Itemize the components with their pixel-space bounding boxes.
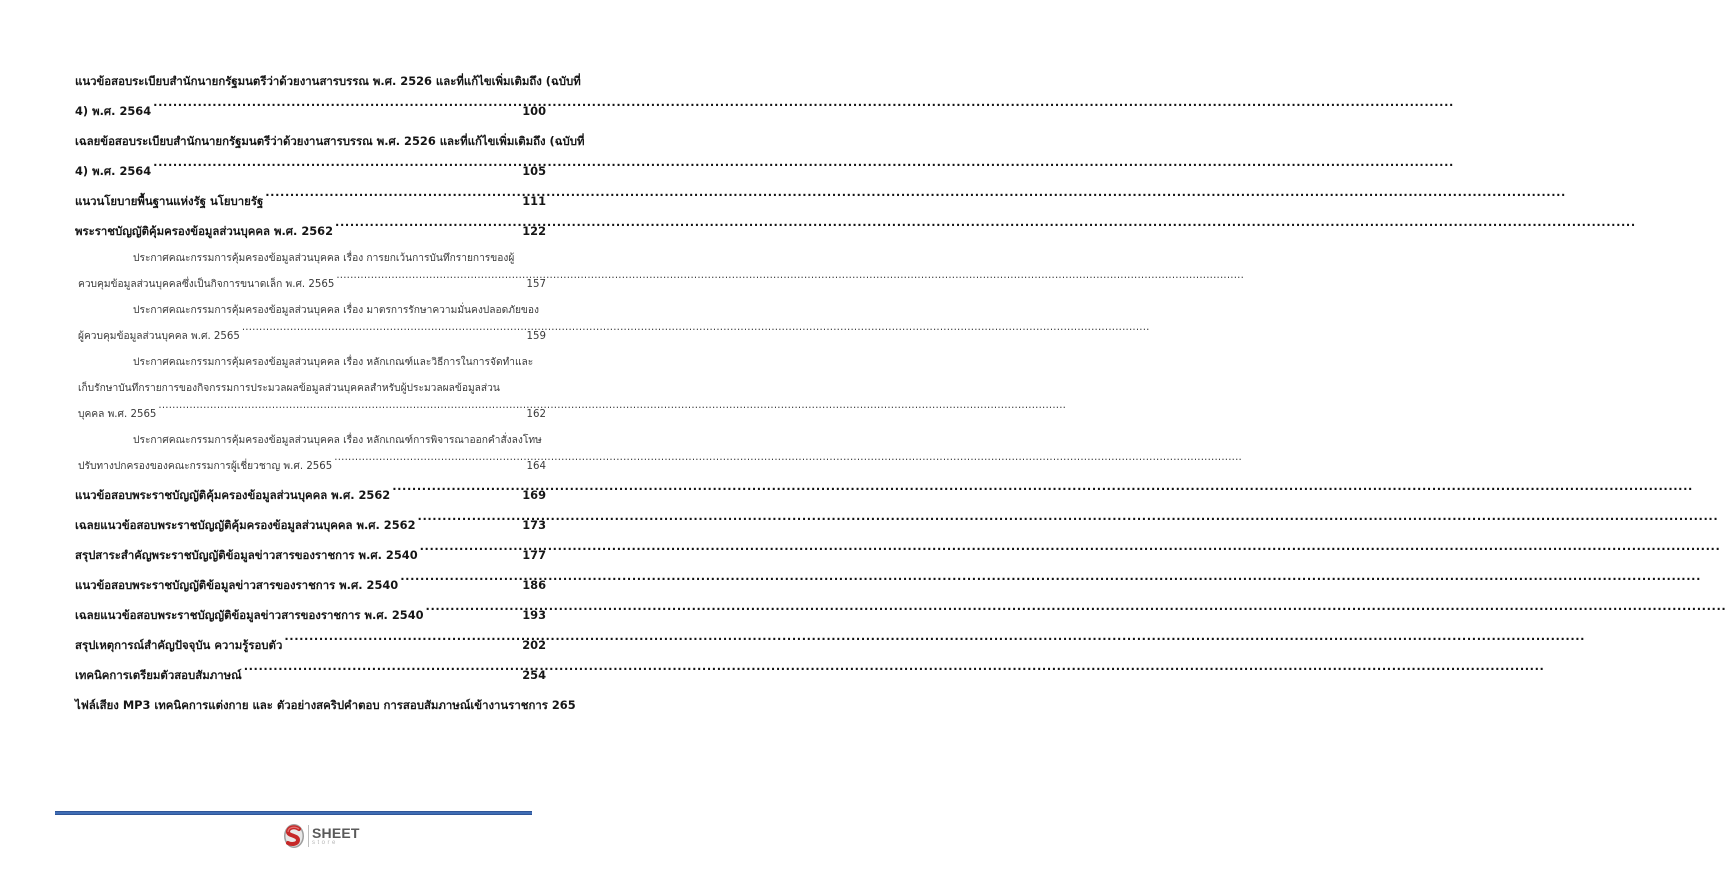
toc-entry-title: เก็บรักษาบันทึกรายการของกิจกรรมการประมวลผลข้อมูลส่วนบุคคลสำหรับผู้ประมวลผลข้อมูลส่วน [78,383,500,394]
toc-entry-line [75,690,576,720]
dot-leader [284,638,520,649]
toc-page-number: 265 [551,698,576,712]
dot-leader [244,668,521,679]
table-of-contents [75,66,585,720]
toc-entry[interactable] [75,690,576,720]
dot-leader [335,224,520,235]
toc-entry-title: สรุปเหตุการณ์สำคัญปัจจุบัน ความรู้รอบตัว [75,638,283,652]
toc-entry-line [75,350,546,376]
toc-page-number: 164 [526,461,546,472]
toc-entry[interactable] [75,66,581,126]
dot-leader [158,407,524,417]
toc-subentry[interactable] [75,246,546,298]
toc-entry-line [75,660,546,690]
toc-entry-title: 4) พ.ศ. 2564 [75,164,152,178]
logo-divider [308,825,309,847]
dot-leader [153,164,520,175]
toc-entry-title: เฉลยข้อสอบระเบียบสำนักนายกรัฐมนตรีว่าด้วยงานสารบรรณ พ.ศ. 2526 และที่แก้ไขเพิ่มเติมถึง (ฉบับที่ [75,134,585,148]
toc-page-number: 122 [522,224,546,238]
toc-entry-title: ปรับทางปกครองของคณะกรรมการผู้เชี่ยวชาญ พ.ศ. 2565 [78,461,333,472]
toc-entry-title: ไฟล์เสียง MP3 เทคนิคการแต่งกาย และ ตัวอย่างสคริปคำตอบ การสอบสัมภาษณ์เข้างานราชการ [75,698,548,712]
toc-page-number: 111 [522,194,546,208]
logo-wordmark [312,826,360,846]
sheet-store-logo [283,822,360,850]
logo-title: SHEET [312,825,360,841]
toc-page-number: 193 [522,608,546,622]
document-page [0,0,620,878]
toc-entry[interactable] [75,660,546,690]
footer-rule [55,811,532,815]
toc-entry-title: แนวนโยบายพื้นฐานแห่งรัฐ นโยบายรัฐ [75,194,264,208]
logo-subtitle: store [312,840,338,846]
toc-entry-line [75,96,546,126]
toc-entry-title: แนวข้อสอบระเบียบสำนักนายกรัฐมนตรีว่าด้วยงานสารบรรณ พ.ศ. 2526 และที่แก้ไขเพิ่มเติมถึง (ฉบับที่ [75,74,581,88]
toc-entry-title: ควบคุมข้อมูลส่วนบุคคลซึ่งเป็นกิจการขนาดเล็ก พ.ศ. 2565 [78,279,335,290]
toc-entry[interactable] [75,216,546,246]
toc-entry-title: แนวข้อสอบพระราชบัญญัติคุ้มครองข้อมูลส่วนบุคคล พ.ศ. 2562 [75,488,391,502]
dot-leader [426,608,521,619]
dot-leader [153,104,520,115]
toc-subentry[interactable] [75,350,546,428]
toc-entry-title: สรุปสาระสำคัญพระราชบัญญัติข้อมูลข่าวสารของราชการ พ.ศ. 2540 [75,548,418,562]
toc-entry-title: เฉลยแนวข้อสอบพระราชบัญญัติคุ้มครองข้อมูลส่วนบุคคล พ.ศ. 2562 [75,518,416,532]
toc-entry-title: เฉลยแนวข้อสอบพระราชบัญญัติข้อมูลข่าวสารของราชการ พ.ศ. 2540 [75,608,424,622]
toc-page-number: 202 [522,638,546,652]
toc-page-number: 186 [522,578,546,592]
dot-leader [334,459,524,469]
toc-entry-title: ประกาศคณะกรรมการคุ้มครองข้อมูลส่วนบุคคล เรื่อง มาตรการรักษาความมั่นคงปลอดภัยของ [133,305,539,316]
toc-entry-title: ผู้ควบคุมข้อมูลส่วนบุคคล พ.ศ. 2565 [78,331,240,342]
toc-entry-line [75,216,546,246]
toc-entry-title: ประกาศคณะกรรมการคุ้มครองข้อมูลส่วนบุคคล เรื่อง หลักเกณฑ์การพิจารณาออกคำสั่งลงโทษ [133,435,542,446]
dot-leader [420,548,521,559]
toc-entry-title: ประกาศคณะกรรมการคุ้มครองข้อมูลส่วนบุคคล เรื่อง การยกเว้นการบันทึกรายการของผู้ [133,253,515,264]
toc-entry-title: แนวข้อสอบพระราชบัญญัติข้อมูลข่าวสารของราชการ พ.ศ. 2540 [75,578,399,592]
toc-page-number: 157 [526,279,546,290]
toc-entry-line [75,402,546,428]
toc-page-number: 169 [522,488,546,502]
sheet-store-s-logo-icon [283,823,305,849]
toc-entry-title: 4) พ.ศ. 2564 [75,104,152,118]
toc-entry-title: พระราชบัญญัติคุ้มครองข้อมูลส่วนบุคคล พ.ศ. 2562 [75,224,334,238]
toc-subentry[interactable] [75,298,546,350]
toc-entry-title: บุคคล พ.ศ. 2565 [78,409,157,420]
toc-page-number: 162 [526,409,546,420]
toc-entry-line [75,324,546,350]
toc-entry-title: ประกาศคณะกรรมการคุ้มครองข้อมูลส่วนบุคคล เรื่อง หลักเกณฑ์และวิธีการในการจัดทำและ [133,357,534,368]
toc-page-number: 105 [522,164,546,178]
toc-entry-title: เทคนิคการเตรียมตัวสอบสัมภาษณ์ [75,668,242,682]
toc-entry-line [75,272,546,298]
dot-leader [265,194,520,205]
toc-page-number: 177 [522,548,546,562]
dot-leader [418,518,521,529]
dot-leader [336,277,524,287]
dot-leader [400,578,520,589]
toc-page-number: 254 [522,668,546,682]
toc-page-number: 173 [522,518,546,532]
toc-page-number: 100 [522,104,546,118]
dot-leader [242,329,525,339]
dot-leader [392,488,520,499]
toc-page-number: 159 [526,331,546,342]
